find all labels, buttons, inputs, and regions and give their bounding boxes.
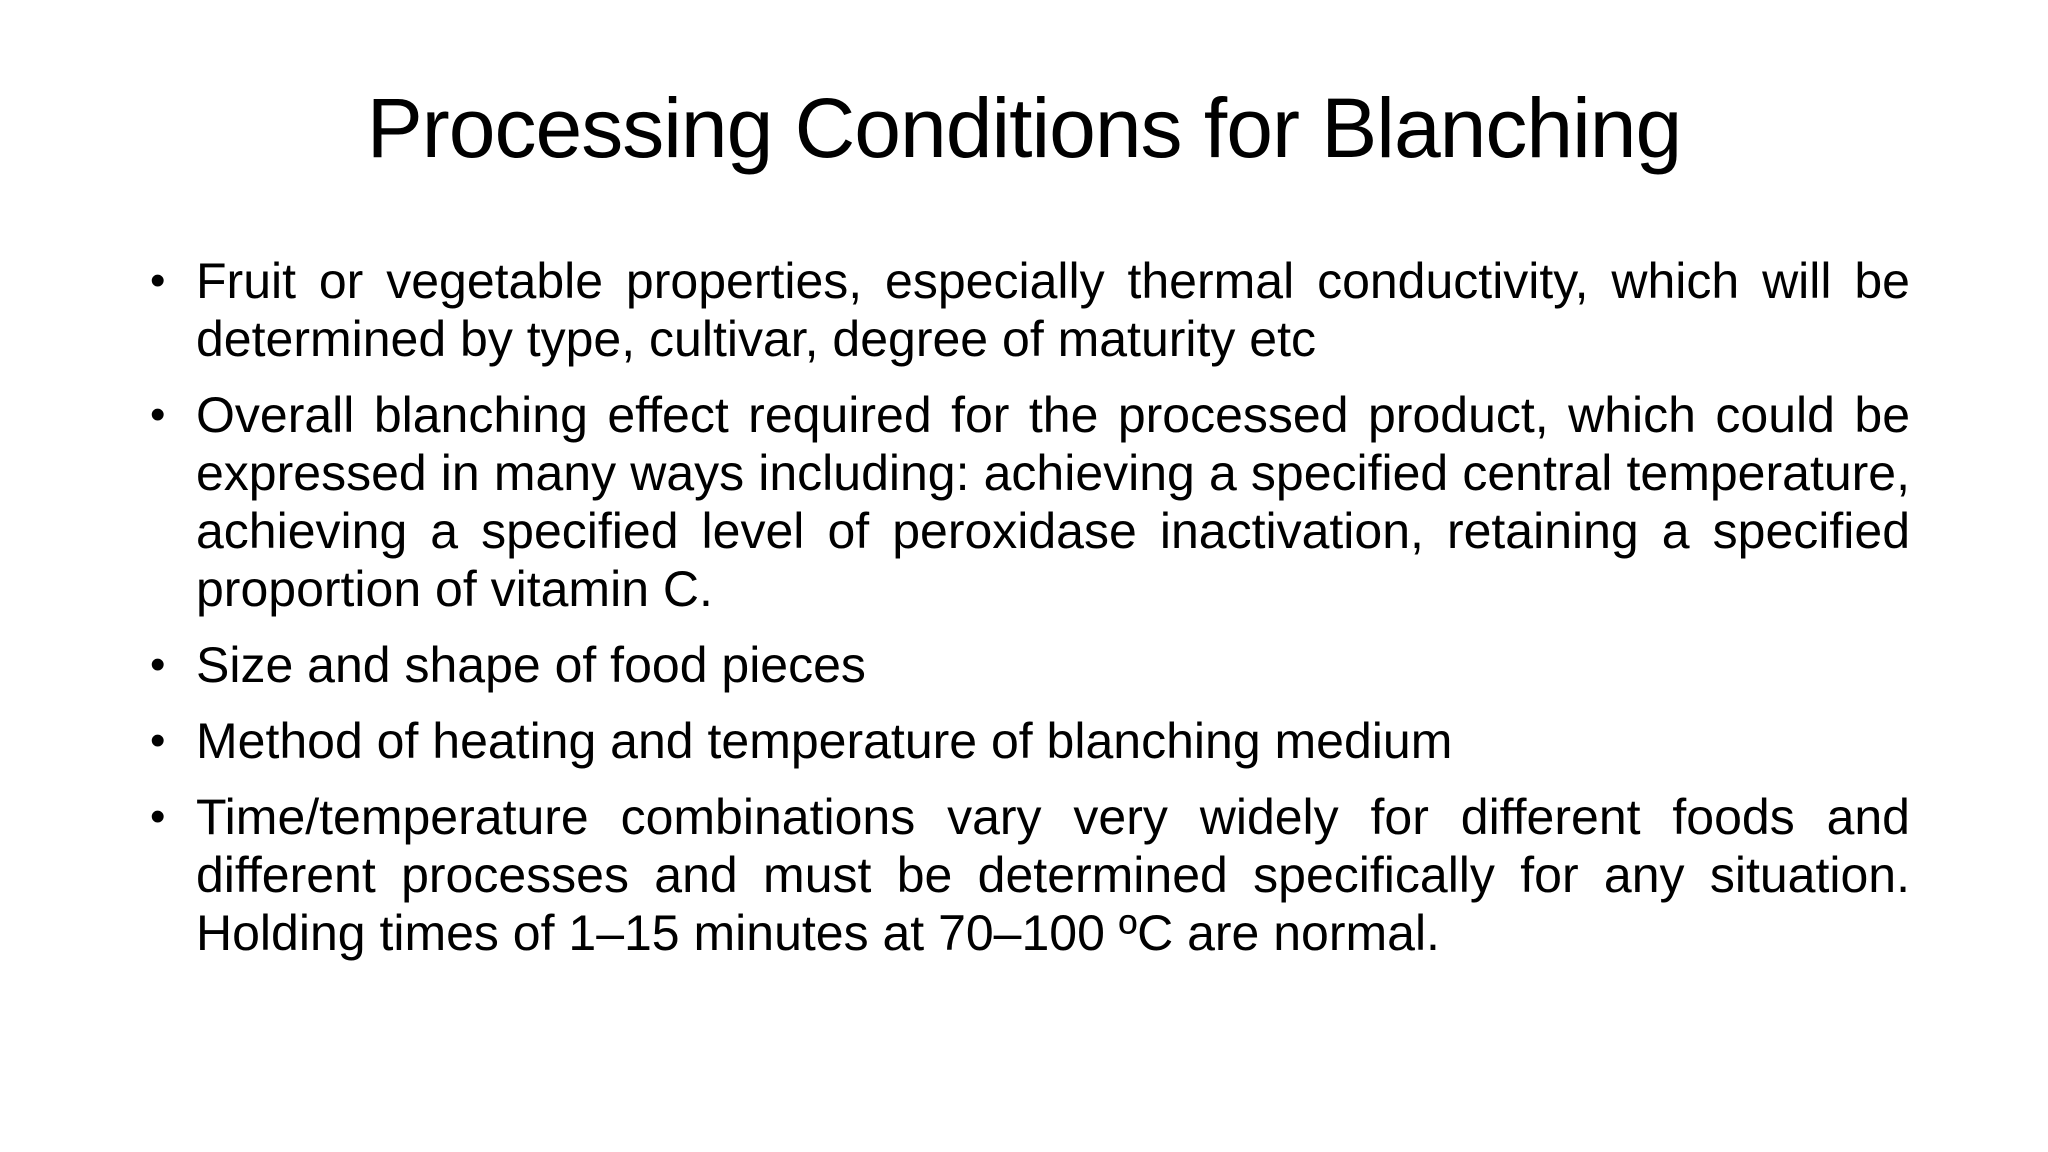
bullet-icon: • <box>150 256 166 305</box>
bullet-icon: • <box>150 390 166 439</box>
bullet-item <box>150 788 1910 962</box>
bullet-text: Method of heating and temperature of blanching medium <box>196 713 1453 769</box>
bullet-icon: • <box>150 640 166 689</box>
bullet-icon: • <box>150 716 166 765</box>
slide-title: Processing Conditions for Blanching <box>366 81 1682 175</box>
bullet-text: Overall blanching effect required for the processed product, which could be expressed in many ways including: achieving a specified central temperature, achieving a specified level of peroxidase inactivation, retaining a specified proportion of vitamin C. <box>196 387 1910 617</box>
bullet-item <box>150 386 1910 618</box>
bullet-item <box>150 252 1910 368</box>
bullet-list <box>150 252 1910 980</box>
bullet-item <box>150 712 1910 770</box>
bullet-text: Time/temperature combinations vary very widely for different foods and different processes and must be determined specifically for any situation. Holding times of 1–15 minutes at 70–100 ºC are normal. <box>196 789 1910 961</box>
bullet-item <box>150 636 1910 694</box>
bullet-text: Size and shape of food pieces <box>196 637 866 693</box>
bullet-icon: • <box>150 792 166 841</box>
bullet-text: Fruit or vegetable properties, especially thermal conductivity, which will be determined by type, cultivar, degree of maturity etc <box>196 253 1910 367</box>
